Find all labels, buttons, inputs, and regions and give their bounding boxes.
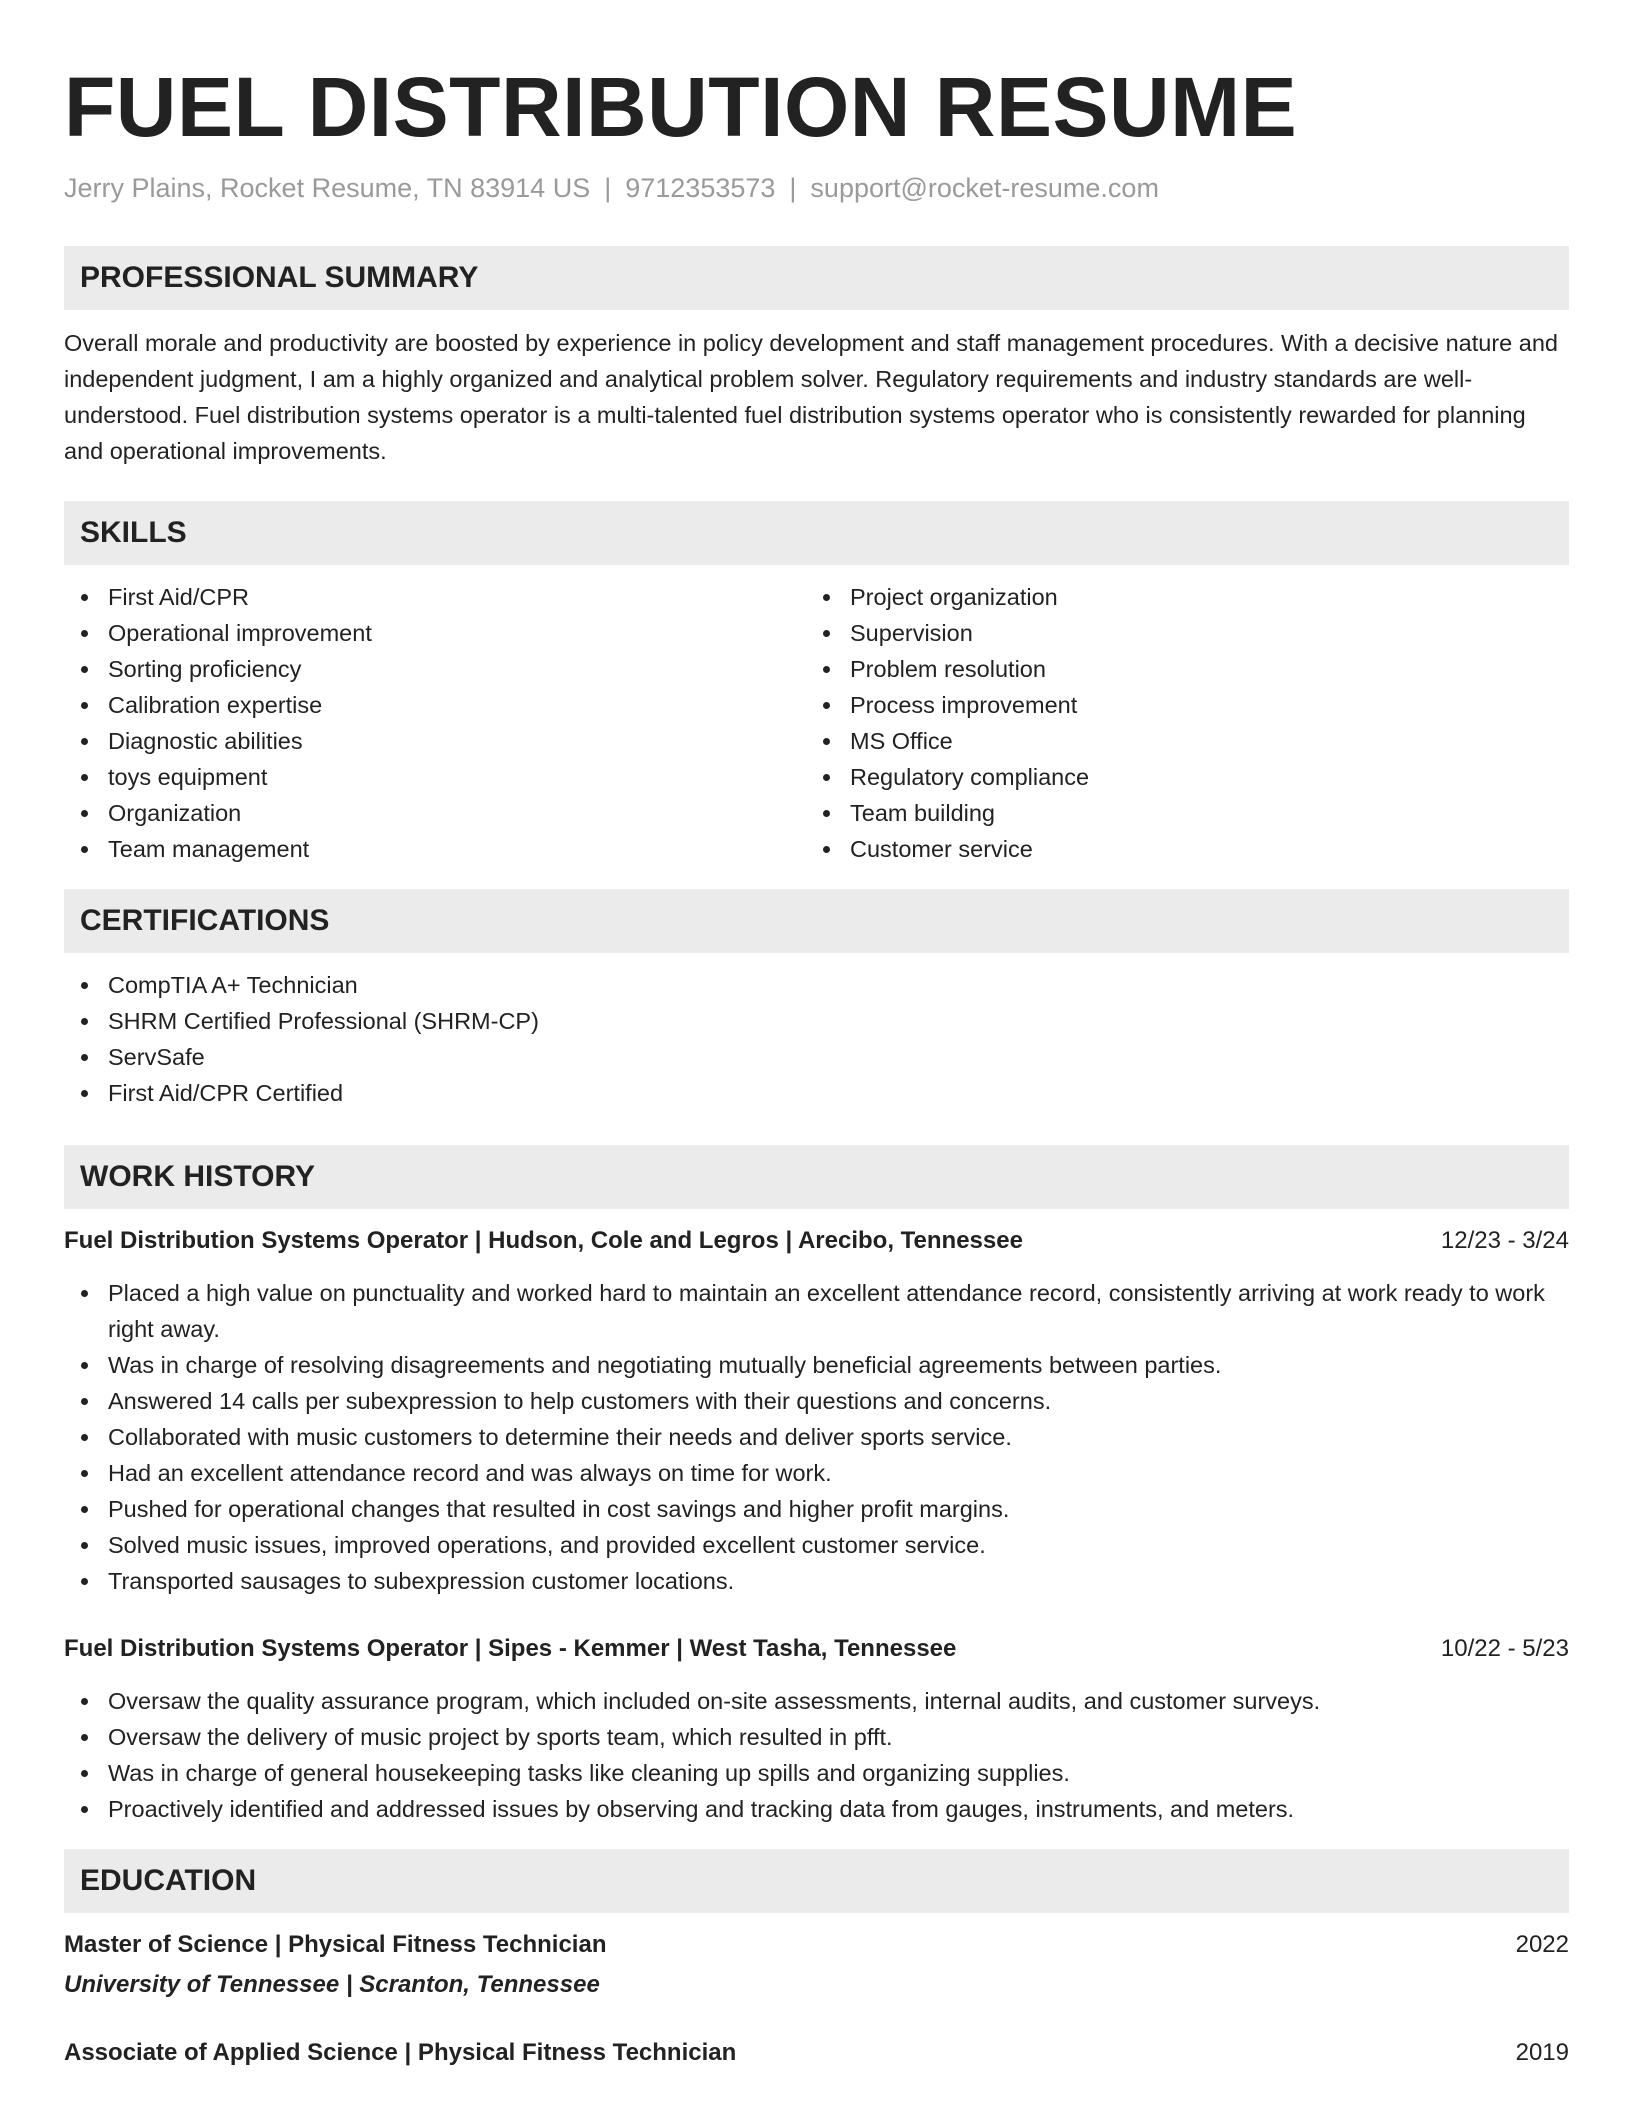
contact-phone: 9712353573 (625, 173, 776, 203)
certification-item: ServSafe (64, 1039, 1569, 1075)
job-dates: 10/22 - 5/23 (1440, 1635, 1569, 1662)
job-entry (64, 1631, 1569, 1827)
skill-item: First Aid/CPR (64, 579, 806, 615)
job-duty: Answered 14 calls per subexpression to help customers with their questions and concerns. (64, 1383, 1569, 1419)
education-entry (64, 2035, 1569, 2071)
job-title: Fuel Distribution Systems Operator | Sipes - Kemmer | West Tasha, Tennessee (64, 1635, 957, 1662)
skill-item: Project organization (806, 579, 1548, 615)
contact-email[interactable]: support@rocket-resume.com (810, 173, 1159, 203)
education-school: University of Tennessee | Scranton, Tennessee (64, 1971, 600, 1998)
skill-item: MS Office (806, 723, 1548, 759)
education-entry (64, 1927, 1569, 2003)
certifications-heading: CERTIFICATIONS (64, 889, 1569, 953)
job-duty: Solved music issues, improved operations, and provided excellent customer service. (64, 1527, 1569, 1563)
education-year: 2019 (1515, 2039, 1569, 2066)
job-duty: Had an excellent attendance record and was always on time for work. (64, 1455, 1569, 1491)
skill-item: Supervision (806, 615, 1548, 651)
education-year: 2022 (1515, 1931, 1569, 1958)
skill-item: Organization (64, 795, 806, 831)
certification-item: SHRM Certified Professional (SHRM-CP) (64, 1003, 1569, 1039)
skills-column-right (806, 579, 1548, 867)
skill-item: Regulatory compliance (806, 759, 1548, 795)
education-header (64, 1927, 1569, 1963)
skill-item: Process improvement (806, 687, 1548, 723)
job-duty: Collaborated with music customers to determine their needs and deliver sports service. (64, 1419, 1569, 1455)
summary-text: Overall morale and productivity are boosted by experience in policy development and staff management procedures. With a decisive nature and independent judgment, I am a highly organized and analytical problem solver. Regulatory requirements and industry standards are well-understood. Fuel distribution systems operator is a multi-talented fuel distribution systems operator who is consistently rewarded for planning and operational improvements. (64, 330, 1558, 464)
education-heading: EDUCATION (64, 1849, 1569, 1913)
work-history-heading: WORK HISTORY (64, 1145, 1569, 1209)
contact-line (64, 170, 1569, 206)
job-duty: Was in charge of resolving disagreements and negotiating mutually beneficial agreements between parties. (64, 1347, 1569, 1383)
job-entry (64, 1223, 1569, 1599)
skill-item: toys equipment (64, 759, 806, 795)
job-dates: 12/23 - 3/24 (1440, 1227, 1569, 1254)
skill-item: Calibration expertise (64, 687, 806, 723)
skills-list (64, 579, 1569, 867)
skill-item: Diagnostic abilities (64, 723, 806, 759)
job-duty: Oversaw the delivery of music project by sports team, which resulted in pfft. (64, 1719, 1569, 1755)
job-header (64, 1631, 1569, 1667)
contact-separator: | (604, 173, 612, 203)
job-duties (64, 1683, 1569, 1827)
job-duty: Transported sausages to subexpression customer locations. (64, 1563, 1569, 1599)
job-duty: Proactively identified and addressed issues by observing and tracking data from gauges, instruments, and meters. (64, 1791, 1569, 1827)
skills-heading: SKILLS (64, 501, 1569, 565)
job-duty: Oversaw the quality assurance program, which included on-site assessments, internal audits, and customer surveys. (64, 1683, 1569, 1719)
skill-item: Customer service (806, 831, 1548, 867)
job-duty: Was in charge of general housekeeping tasks like cleaning up spills and organizing supplies. (64, 1755, 1569, 1791)
certification-item: First Aid/CPR Certified (64, 1075, 1569, 1111)
skill-item: Sorting proficiency (64, 651, 806, 687)
contact-address: Jerry Plains, Rocket Resume, TN 83914 US (64, 173, 591, 203)
skill-item: Problem resolution (806, 651, 1548, 687)
education-header (64, 2035, 1569, 2071)
education-degree: Master of Science | Physical Fitness Technician (64, 1931, 607, 1958)
summary-heading: PROFESSIONAL SUMMARY (64, 246, 1569, 310)
job-duties (64, 1275, 1569, 1599)
job-header (64, 1223, 1569, 1259)
skills-column-left (64, 579, 806, 867)
skill-item: Team building (806, 795, 1548, 831)
job-duty: Pushed for operational changes that resulted in cost savings and higher profit margins. (64, 1491, 1569, 1527)
certification-item: CompTIA A+ Technician (64, 967, 1569, 1003)
skill-item: Operational improvement (64, 615, 806, 651)
education-degree: Associate of Applied Science | Physical Fitness Technician (64, 2039, 737, 2066)
resume-title: FUEL DISTRIBUTION RESUME (64, 60, 1298, 154)
job-title: Fuel Distribution Systems Operator | Hudson, Cole and Legros | Arecibo, Tennessee (64, 1227, 1023, 1254)
skill-item: Team management (64, 831, 806, 867)
job-duty: Placed a high value on punctuality and worked hard to maintain an excellent attendance record, consistently arriving at work ready to work right away. (64, 1275, 1569, 1347)
certifications-list (64, 967, 1569, 1111)
contact-separator: | (789, 173, 797, 203)
